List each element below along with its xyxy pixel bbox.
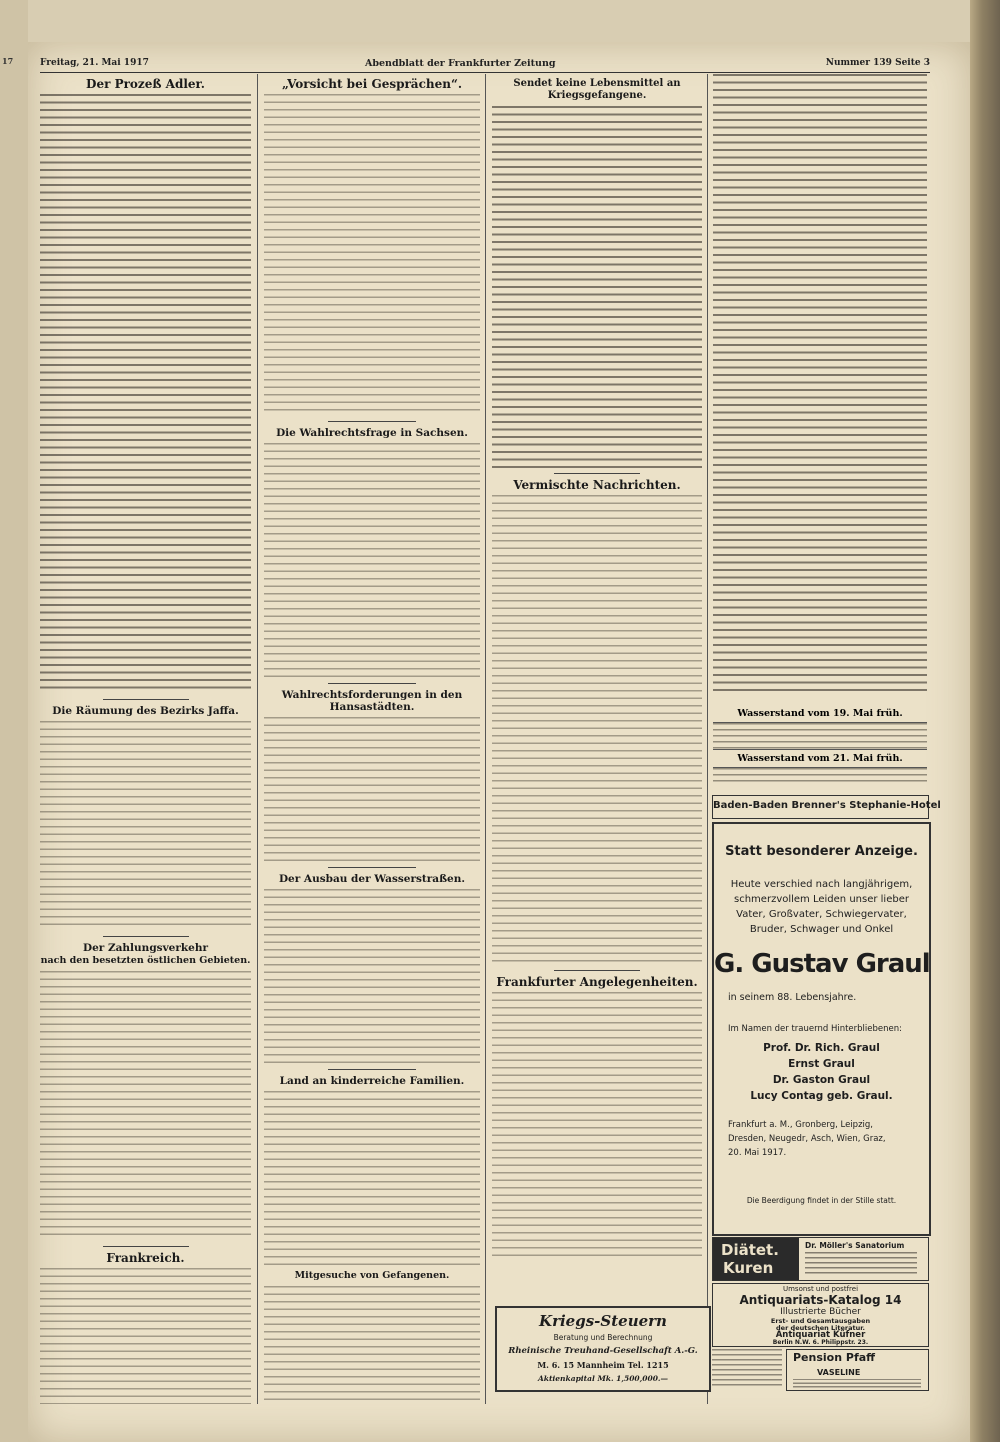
article-body [264, 1091, 480, 1266]
divider [328, 867, 416, 868]
column-2 [262, 74, 482, 1404]
water-level-table [713, 722, 927, 750]
ad-antiquariat-pre: Umsonst und postfrei [782, 1285, 859, 1293]
divider [554, 473, 640, 474]
death-notice-date: 20. Mai 1917. [728, 1148, 787, 1158]
death-notice [712, 822, 931, 1236]
ad-kriegs-steuern [495, 1306, 711, 1392]
article-heading: Vermischte Nachrichten. [513, 478, 681, 492]
article-heading: Land an kinderreiche Familien. [279, 1075, 465, 1087]
article-body [264, 717, 480, 862]
ad-kriegs-capital: Aktienkapital Mk. 1,500,000.— [537, 1374, 669, 1383]
water-level-block [711, 705, 929, 785]
article-body [264, 1286, 480, 1404]
ad-kriegs-sub: Beratung und Berechnung [553, 1333, 653, 1342]
death-notice-mourner: Ernst Graul [788, 1058, 855, 1070]
column-3 [490, 74, 704, 1299]
ad-antiquariat-sub: Illustrierte Bücher [780, 1307, 861, 1317]
ad-antiquariat-title: Antiquariats-Katalog 14 [739, 1293, 902, 1307]
death-notice-mourner: Dr. Gaston Graul [772, 1074, 871, 1086]
divider [554, 970, 640, 971]
left-page-edge [0, 0, 28, 1442]
book-spine-edge [970, 0, 1000, 1442]
ad-antiquariat-addr: Berlin N.W. 6. Philippstr. 23. [772, 1339, 869, 1346]
article-body [40, 721, 251, 931]
death-notice-place: Frankfurt a. M., Gronberg, Leipzig, [728, 1120, 873, 1130]
header-page-number: Nummer 139 Seite 3 [825, 58, 930, 68]
article-heading: „Vorsicht bei Gesprächen“. [281, 77, 463, 91]
ad-brenner [712, 795, 941, 819]
death-notice-line: schmerzvollem Leiden unser lieber [734, 894, 909, 905]
ad-diaet [712, 1237, 929, 1281]
ad-antiquariat [712, 1283, 929, 1347]
ad-antiquariat-mid: der deutschen Literatur. [776, 1324, 865, 1332]
ad-diaet-line: Kuren [723, 1259, 774, 1277]
small-ad-text [712, 1349, 782, 1389]
left-page-number: 17 [2, 56, 14, 66]
death-notice-title: Statt besonderer Anzeige. [725, 844, 918, 859]
death-notice-line: Heute verschied nach langjährigem, [730, 879, 913, 890]
column-rule [707, 74, 708, 1404]
death-notice-place: Dresden, Neugedr, Asch, Wien, Graz, [728, 1134, 886, 1144]
article-body [492, 992, 702, 1262]
article-body [40, 1268, 251, 1404]
ad-diaet-line: Diätet. [721, 1241, 779, 1259]
article-body [264, 889, 480, 1064]
ad-diaet-text [805, 1252, 917, 1276]
death-notice-mourners-heading: Im Namen der trauernd Hinterbliebenen: [728, 1024, 902, 1034]
ad-diaet-sanatorium: Dr. Möller's Sanatorium [805, 1241, 905, 1250]
ad-antiquariat-mid: Erst- und Gesamtausgaben [770, 1317, 871, 1325]
article-heading: Der Zahlungsverkehr [82, 942, 209, 954]
death-notice-mourner: Prof. Dr. Rich. Graul [763, 1042, 880, 1054]
water-level-heading: Wasserstand vom 21. Mai früh. [737, 753, 903, 764]
article-heading: Wahlrechtsforderungen in den Hansastädten. [281, 689, 463, 713]
ad-pension-text [793, 1379, 921, 1388]
article-heading: Sendet keine Lebensmittel an Kriegsgefangene. [513, 78, 681, 101]
header-masthead: Abendblatt der Frankfurter Zeitung [365, 58, 556, 69]
article-heading: Frankreich. [106, 1251, 185, 1265]
ad-brenner-text: Baden-Baden Brenner's Stephanie-Hotel [713, 800, 941, 811]
article-body [713, 74, 927, 694]
death-notice-age: in seinem 88. Lebensjahre. [728, 992, 857, 1003]
water-level-heading: Wasserstand vom 19. Mai früh. [737, 708, 903, 719]
article-heading: Der Prozeß Adler. [86, 77, 205, 91]
column-1 [38, 74, 253, 1404]
divider [328, 683, 416, 684]
divider [328, 1069, 416, 1070]
death-notice-line: Vater, Großvater, Schwiegervater, [736, 909, 907, 920]
death-notice-name: G. Gustav Graul [714, 949, 930, 979]
divider [103, 699, 189, 700]
ad-antiquariat-name: Antiquariat Küfner [775, 1330, 866, 1340]
article-body [264, 443, 480, 678]
death-notice-line: Bruder, Schwager und Onkel [749, 924, 894, 935]
article-body [40, 971, 251, 1241]
article-body [492, 106, 702, 468]
article-subheading: nach den besetzten östlichen Gebieten. [40, 955, 251, 966]
water-level-table [713, 767, 927, 785]
column-4 [711, 74, 929, 714]
divider [103, 936, 189, 937]
ad-pension-title: Pension Pfaff [793, 1351, 876, 1364]
article-heading: Mitgesuche von Gefangenen. [294, 1270, 450, 1281]
divider [103, 1246, 189, 1247]
article-body [40, 94, 251, 694]
article-heading: Die Wahlrechtsfrage in Sachsen. [276, 427, 468, 439]
ad-pension [786, 1349, 929, 1391]
ad-kriegs-title: Kriegs-Steuern [539, 1312, 667, 1330]
death-notice-funeral: Die Beerdigung findet in der Stille statt. [746, 1196, 897, 1205]
ad-pension-vaseline: VASELINE [817, 1368, 861, 1377]
page-header [40, 56, 930, 73]
article-heading: Die Räumung des Bezirks Jaffa. [52, 705, 239, 717]
column-rule [257, 74, 258, 1404]
article-body [264, 94, 480, 416]
divider [328, 421, 416, 422]
ad-kriegs-firm: Rheinische Treuhand-Gesellschaft A.-G. [508, 1346, 698, 1356]
death-notice-mourner: Lucy Contag geb. Graul. [750, 1090, 893, 1102]
column-rule [485, 74, 486, 1404]
article-body [492, 495, 702, 965]
article-heading: Der Ausbau der Wasserstraßen. [278, 873, 466, 885]
header-date: Freitag, 21. Mai 1917 [40, 58, 149, 68]
article-heading: Frankfurter Angelegenheiten. [496, 975, 698, 989]
ad-kriegs-addr: M. 6. 15 Mannheim Tel. 1215 [537, 1360, 669, 1370]
